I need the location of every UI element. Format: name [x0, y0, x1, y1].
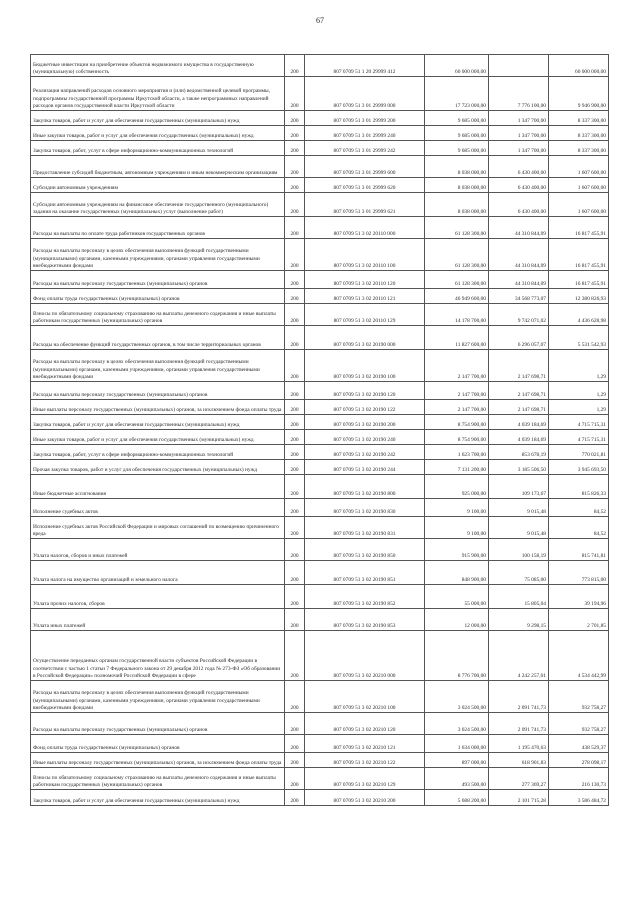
row-approved: 3 024 500,00 — [425, 681, 489, 713]
row-unexecuted: 770 021,81 — [549, 445, 609, 460]
row-approved: 61 128 300,00 — [425, 239, 489, 271]
row-code: 200 — [285, 460, 305, 475]
row-code: 200 — [285, 499, 305, 517]
row-name: Уплата налога на имущество организаций и земельного налога — [31, 561, 285, 585]
row-executed: 2 147 698,71 — [489, 382, 549, 400]
table-row — [31, 271, 609, 289]
row-kbk: 807 0709 51 3 02 20190 830 — [305, 499, 425, 517]
row-approved: 11 827 600,00 — [425, 326, 489, 350]
row-kbk: 807 0709 51 3 02 20110 100 — [305, 239, 425, 271]
row-unexecuted: 39 194,96 — [549, 585, 609, 609]
table-row — [31, 460, 609, 475]
row-kbk: 807 0709 51 3 02 20190 850 — [305, 539, 425, 561]
table-row — [31, 445, 609, 460]
row-kbk: 807 0709 51 3 01 29999 620 — [305, 178, 425, 193]
row-kbk: 807 0709 51 3 02 20190 200 — [305, 415, 425, 430]
row-kbk: 807 0709 51 3 01 29999 240 — [305, 126, 425, 141]
row-kbk: 807 0709 51 3 01 29999 600 — [305, 156, 425, 178]
row-executed: 6 430 400,00 — [489, 193, 549, 217]
row-unexecuted: 2 701,85 — [549, 609, 609, 631]
row-unexecuted: 773 815,00 — [549, 561, 609, 585]
row-kbk: 807 0709 51 3 02 20190 240 — [305, 430, 425, 445]
row-kbk: 807 0709 51 3 02 20210 129 — [305, 768, 425, 790]
row-unexecuted: 932 758,27 — [549, 681, 609, 713]
table-row — [31, 193, 609, 217]
row-code: 200 — [285, 350, 305, 382]
table-row — [31, 681, 609, 713]
table-row — [31, 156, 609, 178]
row-code: 200 — [285, 178, 305, 193]
row-kbk: 807 0709 51 3 02 20110 121 — [305, 289, 425, 304]
row-code: 200 — [285, 400, 305, 415]
row-unexecuted: 8 337 300,00 — [549, 111, 609, 126]
row-kbk: 807 0709 51 3 02 20210 100 — [305, 681, 425, 713]
row-name: Уплата иных платежей — [31, 609, 285, 631]
row-approved: 8 776 700,00 — [425, 631, 489, 681]
row-executed: 9 015,48 — [489, 499, 549, 517]
row-code: 200 — [285, 517, 305, 539]
row-kbk: 807 0709 51 3 02 20210 200 — [305, 790, 425, 806]
row-approved: 848 900,00 — [425, 561, 489, 585]
table-row — [31, 304, 609, 326]
row-approved: 1 623 700,00 — [425, 445, 489, 460]
row-code: 200 — [285, 217, 305, 239]
row-name: Расходы на выплаты по оплате труда работников государственных органов — [31, 217, 285, 239]
row-kbk: 807 0709 51 3 02 20190 852 — [305, 585, 425, 609]
row-name: Расходы на выплаты персоналу государственных (муниципальных) органов — [31, 382, 285, 400]
row-code: 200 — [285, 326, 305, 350]
row-executed: 4 242 257,01 — [489, 631, 549, 681]
row-name: Исполнение судебных актов Российской Федерации и мировых соглашений по возмещению причиненного вреда — [31, 517, 285, 539]
row-unexecuted: 84,52 — [549, 499, 609, 517]
row-approved: 8 038 000,00 — [425, 193, 489, 217]
row-name: Расходы на выплаты персоналу в целях обеспечения выполнения функций государственными (муниципальными) органами, казенными учреждениями, органами управления государственными внебюджетными фондами — [31, 681, 285, 713]
row-kbk: 807 0709 51 1 20 29999 412 — [305, 55, 425, 77]
row-kbk: 807 0709 51 3 02 20190 831 — [305, 517, 425, 539]
row-executed: 277 369,27 — [489, 768, 549, 790]
row-kbk: 807 0709 51 3 02 20210 121 — [305, 735, 425, 753]
row-name: Иные бюджетные ассигнования — [31, 475, 285, 499]
row-code: 200 — [285, 768, 305, 790]
row-kbk: 807 0709 51 3 02 20190 100 — [305, 350, 425, 382]
row-executed: 44 310 844,09 — [489, 271, 549, 289]
table-row — [31, 753, 609, 768]
row-code: 200 — [285, 415, 305, 430]
row-unexecuted: 12 380 826,93 — [549, 289, 609, 304]
row-name: Расходы на выплаты персоналу в целях обеспечения выполнения функций государственными (муниципальными) органами, казенными учреждениями, органами управления государственными внебюджетными фондами — [31, 239, 285, 271]
table-row — [31, 239, 609, 271]
row-code: 200 — [285, 790, 305, 806]
table-row — [31, 178, 609, 193]
row-code: 200 — [285, 735, 305, 753]
row-unexecuted: 8 337 300,00 — [549, 141, 609, 156]
row-code: 200 — [285, 430, 305, 445]
row-approved: 8 038 000,00 — [425, 156, 489, 178]
row-code: 200 — [285, 631, 305, 681]
row-name: Прочая закупка товаров, работ и услуг для обеспечения государственных (муниципальных) нужд — [31, 460, 285, 475]
row-approved: 8 754 900,00 — [425, 415, 489, 430]
row-name: Осуществление переданных органам государственной власти субъектов Российской Федерации в соответствии с частью 1 статьи 7 Федерального закона от 29 декабря 2012 года № 273-ФЗ «Об образовании в Российской Федерации» полномочий Российской Федерации в сфере — [31, 631, 285, 681]
row-kbk: 807 0709 51 3 02 20190 122 — [305, 400, 425, 415]
row-unexecuted: 3 586 484,72 — [549, 790, 609, 806]
row-name: Расходы на выплаты персоналу государственных (муниципальных) органов — [31, 271, 285, 289]
row-executed: 3 185 506,50 — [489, 460, 549, 475]
row-code: 200 — [285, 681, 305, 713]
row-executed: 44 310 844,09 — [489, 239, 549, 271]
table-row — [31, 790, 609, 806]
table-row — [31, 289, 609, 304]
row-approved: 12 000,00 — [425, 609, 489, 631]
row-executed: 853 678,19 — [489, 445, 549, 460]
row-approved: 60 000 000,00 — [425, 55, 489, 77]
row-name: Иные выплаты персоналу государственных (муниципальных) органов, за исключением фонда оплаты труда — [31, 400, 285, 415]
row-code: 200 — [285, 382, 305, 400]
row-approved: 9 100,00 — [425, 499, 489, 517]
row-code: 200 — [285, 445, 305, 460]
row-name: Взносы по обязательному социальному страхованию на выплаты денежного содержания и иные выплаты работникам государственных (муниципальных) органов — [31, 768, 285, 790]
row-kbk: 807 0709 51 3 02 20110 000 — [305, 217, 425, 239]
row-executed: 100 158,19 — [489, 539, 549, 561]
row-executed: 6 296 057,07 — [489, 326, 549, 350]
row-executed: 9 298,15 — [489, 609, 549, 631]
row-approved: 5 688 200,00 — [425, 790, 489, 806]
table-row — [31, 415, 609, 430]
row-name: Фонд оплаты труда государственных (муниципальных) органов — [31, 735, 285, 753]
row-approved: 61 128 300,00 — [425, 271, 489, 289]
row-approved: 9 685 000,00 — [425, 141, 489, 156]
table-row — [31, 111, 609, 126]
row-name: Взносы по обязательному социальному страхованию на выплаты денежного содержания и иные выплаты работникам государственных (муниципальных) органов — [31, 304, 285, 326]
row-approved: 8 038 000,00 — [425, 178, 489, 193]
row-code: 200 — [285, 304, 305, 326]
row-unexecuted: 1 607 600,00 — [549, 178, 609, 193]
row-executed: 1 347 700,00 — [489, 141, 549, 156]
row-code: 200 — [285, 141, 305, 156]
table-row — [31, 735, 609, 753]
row-executed: 618 901,83 — [489, 753, 549, 768]
row-executed: 2 147 698,71 — [489, 400, 549, 415]
row-code: 200 — [285, 271, 305, 289]
table-body — [31, 55, 609, 806]
row-name: Иные выплаты персоналу государственных (муниципальных) органов, за исключением фонда оплаты труда — [31, 753, 285, 768]
row-kbk: 807 0709 51 3 02 20190 120 — [305, 382, 425, 400]
row-approved: 14 178 700,00 — [425, 304, 489, 326]
row-unexecuted: 1,29 — [549, 400, 609, 415]
row-unexecuted: 278 098,17 — [549, 753, 609, 768]
row-code: 200 — [285, 126, 305, 141]
row-kbk: 807 0709 51 3 02 20190 244 — [305, 460, 425, 475]
row-approved: 8 754 900,00 — [425, 430, 489, 445]
row-unexecuted: 1 607 600,00 — [549, 156, 609, 178]
row-kbk: 807 0709 51 3 02 20110 120 — [305, 271, 425, 289]
budget-execution-table — [30, 54, 609, 806]
row-name: Закупка товаров, работ, услуг в сфере информационно-коммуникационных технологий — [31, 445, 285, 460]
row-executed: 2 101 715,28 — [489, 790, 549, 806]
row-name: Уплата налогов, сборов и иных платежей — [31, 539, 285, 561]
row-code: 200 — [285, 111, 305, 126]
row-kbk: 807 0709 51 3 02 20190 853 — [305, 609, 425, 631]
row-approved: 2 147 700,00 — [425, 382, 489, 400]
row-kbk: 807 0709 51 3 02 20210 000 — [305, 631, 425, 681]
row-code: 200 — [285, 156, 305, 178]
row-approved: 915 900,00 — [425, 539, 489, 561]
table-row — [31, 713, 609, 735]
row-code: 200 — [285, 539, 305, 561]
row-approved: 925 000,00 — [425, 475, 489, 499]
row-approved: 897 000,00 — [425, 753, 489, 768]
row-unexecuted: 16 817 455,91 — [549, 271, 609, 289]
row-name: Иные закупки товаров, работ и услуг для обеспечения государственных (муниципальных) нужд — [31, 126, 285, 141]
row-name: Субсидии автономным учреждениям — [31, 178, 285, 193]
row-executed: 2 091 741,73 — [489, 713, 549, 735]
table-row — [31, 430, 609, 445]
row-code: 200 — [285, 289, 305, 304]
row-unexecuted: 4 715 715,31 — [549, 430, 609, 445]
table-row — [31, 517, 609, 539]
row-name: Расходы на выплаты персоналу в целях обеспечения выполнения функций государственными (муниципальными) органами, казенными учреждениями, органами управления государственными внебюджетными фондами — [31, 350, 285, 382]
row-executed: 1 347 700,00 — [489, 111, 549, 126]
table-row — [31, 400, 609, 415]
row-approved: 3 024 500,00 — [425, 713, 489, 735]
row-unexecuted: 8 337 300,00 — [549, 126, 609, 141]
row-executed: 2 091 741,73 — [489, 681, 549, 713]
table-row — [31, 631, 609, 681]
row-name: Субсидии автономным учреждениям на финансовое обеспечение государственного (муниципального) задания на оказание государственных (муниципальных) услуг (выполнение работ) — [31, 193, 285, 217]
row-unexecuted: 815 741,81 — [549, 539, 609, 561]
row-code: 200 — [285, 77, 305, 111]
row-approved: 9 685 000,00 — [425, 111, 489, 126]
row-kbk: 807 0709 51 3 01 29999 242 — [305, 141, 425, 156]
row-approved: 2 147 700,00 — [425, 350, 489, 382]
row-unexecuted: 5 531 542,93 — [549, 326, 609, 350]
row-name: Расходы на обеспечение функций государственных органов, в том числе территориальных органов — [31, 326, 285, 350]
row-approved: 17 723 000,00 — [425, 77, 489, 111]
row-name: Предоставление субсидий бюджетным, автономным учреждениям и иным некоммерческим организациям — [31, 156, 285, 178]
table-row — [31, 585, 609, 609]
row-unexecuted: 16 817 455,91 — [549, 239, 609, 271]
table-row — [31, 326, 609, 350]
row-unexecuted: 216 130,73 — [549, 768, 609, 790]
row-name: Фонд оплаты труда государственных (муниципальных) органов — [31, 289, 285, 304]
row-approved: 61 128 300,00 — [425, 217, 489, 239]
row-name: Исполнение судебных актов — [31, 499, 285, 517]
row-approved: 7 131 200,00 — [425, 460, 489, 475]
row-approved: 493 500,00 — [425, 768, 489, 790]
row-code: 200 — [285, 561, 305, 585]
row-executed: 9 742 071,02 — [489, 304, 549, 326]
row-code: 200 — [285, 193, 305, 217]
table-row — [31, 350, 609, 382]
table-row — [31, 382, 609, 400]
row-name: Закупка товаров, работ и услуг для обеспечения государственных (муниципальных) нужд — [31, 111, 285, 126]
row-kbk: 807 0709 51 3 01 29999 621 — [305, 193, 425, 217]
row-code: 200 — [285, 753, 305, 768]
row-kbk: 807 0709 51 3 01 29999 000 — [305, 77, 425, 111]
table-row — [31, 609, 609, 631]
row-unexecuted: 815 826,33 — [549, 475, 609, 499]
row-kbk: 807 0709 51 3 02 20190 800 — [305, 475, 425, 499]
page-number: 67 — [316, 16, 324, 25]
row-unexecuted: 1,29 — [549, 350, 609, 382]
row-executed: 4 039 184,69 — [489, 430, 549, 445]
table-row — [31, 217, 609, 239]
row-unexecuted: 1 607 600,00 — [549, 193, 609, 217]
row-unexecuted: 4 715 715,31 — [549, 415, 609, 430]
row-kbk: 807 0709 51 3 02 20210 122 — [305, 753, 425, 768]
row-executed: 15 805,04 — [489, 585, 549, 609]
row-approved: 55 000,00 — [425, 585, 489, 609]
table-row — [31, 55, 609, 77]
row-unexecuted: 9 946 900,00 — [549, 77, 609, 111]
row-executed: 9 015,48 — [489, 517, 549, 539]
row-unexecuted: 1,29 — [549, 382, 609, 400]
row-executed: 1 195 470,63 — [489, 735, 549, 753]
row-approved: 46 949 600,00 — [425, 289, 489, 304]
row-code: 200 — [285, 609, 305, 631]
row-executed: 7 776 100,00 — [489, 77, 549, 111]
row-name: Бюджетные инвестиции на приобретение объектов недвижимого имущества в государственную (муниципальную) собственность — [31, 55, 285, 77]
row-kbk: 807 0709 51 3 01 29999 200 — [305, 111, 425, 126]
row-unexecuted: 438 529,37 — [549, 735, 609, 753]
table-row — [31, 77, 609, 111]
table-row — [31, 141, 609, 156]
row-name: Реализация направлений расходов основного мероприятия и (или) ведомственной целевой программы, подпрограммы государственной программы Иркутской области, а также непрограммных направлений расходов органов государственной власти Иркутской области — [31, 77, 285, 111]
row-code: 200 — [285, 475, 305, 499]
row-executed: 2 147 698,71 — [489, 350, 549, 382]
table-row — [31, 126, 609, 141]
row-approved: 9 100,00 — [425, 517, 489, 539]
row-unexecuted: 932 758,27 — [549, 713, 609, 735]
row-unexecuted: 4 534 442,99 — [549, 631, 609, 681]
table-row — [31, 475, 609, 499]
row-executed: 75 085,00 — [489, 561, 549, 585]
row-executed: 1 347 700,00 — [489, 126, 549, 141]
row-approved: 1 634 000,00 — [425, 735, 489, 753]
row-executed: 6 430 400,00 — [489, 178, 549, 193]
row-kbk: 807 0709 51 3 02 20190 000 — [305, 326, 425, 350]
row-executed: 109 173,67 — [489, 475, 549, 499]
row-code: 200 — [285, 55, 305, 77]
row-kbk: 807 0709 51 3 02 20190 851 — [305, 561, 425, 585]
row-unexecuted: 16 817 455,91 — [549, 217, 609, 239]
row-name: Закупка товаров, работ и услуг для обеспечения государственных (муниципальных) нужд — [31, 790, 285, 806]
row-approved: 9 685 000,00 — [425, 126, 489, 141]
row-code: 200 — [285, 239, 305, 271]
row-name: Расходы на выплаты персоналу государственных (муниципальных) органов — [31, 713, 285, 735]
row-unexecuted: 4 436 628,98 — [549, 304, 609, 326]
row-kbk: 807 0709 51 3 02 20210 120 — [305, 713, 425, 735]
row-executed: 4 039 184,69 — [489, 415, 549, 430]
row-kbk: 807 0709 51 3 02 20110 129 — [305, 304, 425, 326]
row-unexecuted: 3 945 693,50 — [549, 460, 609, 475]
row-name: Иные закупки товаров, работ и услуг для обеспечения государственных (муниципальных) нужд — [31, 430, 285, 445]
row-executed: 34 568 773,07 — [489, 289, 549, 304]
table-row — [31, 499, 609, 517]
row-name: Уплата прочих налогов, сборов — [31, 585, 285, 609]
row-code: 200 — [285, 585, 305, 609]
row-executed: 44 310 844,09 — [489, 217, 549, 239]
table-row — [31, 539, 609, 561]
table-row — [31, 768, 609, 790]
row-unexecuted: 60 000 000,00 — [549, 55, 609, 77]
row-code: 200 — [285, 713, 305, 735]
row-unexecuted: 84,52 — [549, 517, 609, 539]
row-name: Закупка товаров, работ и услуг для обеспечения государственных (муниципальных) нужд — [31, 415, 285, 430]
row-executed: 6 430 400,00 — [489, 156, 549, 178]
row-name: Закупка товаров, работ, услуг в сфере информационно-коммуникационных технологий — [31, 141, 285, 156]
row-approved: 2 147 700,00 — [425, 400, 489, 415]
row-kbk: 807 0709 51 3 02 20190 242 — [305, 445, 425, 460]
table-row — [31, 561, 609, 585]
row-executed — [489, 55, 549, 77]
